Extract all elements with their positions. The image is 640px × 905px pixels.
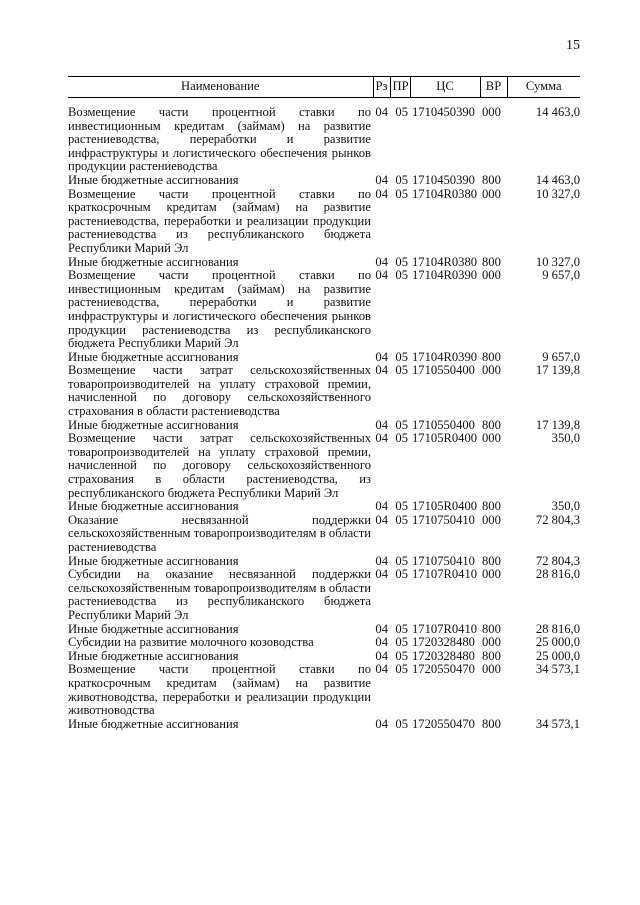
cell-rz: 04 (375, 621, 388, 636)
cell-name: Возмещение части процентной ставки по инвестиционным кредитам (займам) на развитие растениеводства, переработки и развитие инфраструктуры и логистического обеспечения рынков продукции растениеводства (68, 105, 371, 174)
cell-rz: 04 (375, 662, 388, 677)
cell-rz: 04 (375, 186, 388, 201)
table-row (68, 623, 580, 637)
cell-vr: 800 (482, 499, 501, 514)
cell-pr: 05 (395, 648, 408, 663)
cell-vr: 000 (482, 268, 501, 283)
cell-sum: 25 000,0 (535, 648, 580, 663)
header-pr: ПР (390, 77, 410, 98)
cell-sum: 17 139,8 (535, 363, 580, 378)
cell-name: Иные бюджетные ассигнования (68, 648, 239, 663)
cell-rz: 04 (375, 363, 388, 378)
header-name: Наименование (68, 77, 373, 98)
header-sum: Сумма (507, 77, 580, 98)
cell-cs: 1710450390 (412, 172, 475, 187)
table-row (68, 500, 580, 514)
cell-cs: 1710450390 (412, 105, 475, 119)
cell-sum: 9 657,0 (542, 268, 580, 283)
cell-rz: 04 (375, 349, 388, 364)
cell-pr: 05 (395, 431, 408, 446)
cell-pr: 05 (395, 172, 408, 187)
cell-sum: 9 657,0 (542, 349, 580, 364)
cell-rz: 04 (375, 499, 388, 514)
cell-rz: 04 (375, 105, 388, 119)
cell-pr: 05 (395, 105, 408, 119)
cell-sum: 17 139,8 (535, 417, 580, 432)
cell-cs: 1720550470 (412, 662, 475, 677)
cell-pr: 05 (395, 567, 408, 582)
cell-sum: 28 816,0 (535, 567, 580, 582)
cell-name: Субсидии на развитие молочного козоводства (68, 635, 314, 650)
table-row (68, 650, 580, 664)
cell-rz: 04 (375, 512, 388, 527)
cell-pr: 05 (395, 186, 408, 201)
table-row (68, 663, 580, 717)
cell-name: Возмещение части процентной ставки по инвестиционным кредитам (займам) на развитие растениеводства, переработки и развитие инфраструктуры и логистического обеспечения рынков продукции растениеводства из республиканского бюджета Республики Марий Эл (68, 268, 371, 351)
cell-sum: 10 327,0 (535, 254, 580, 269)
cell-vr: 000 (482, 363, 501, 378)
table-row (68, 174, 580, 188)
cell-vr: 000 (482, 105, 501, 119)
cell-pr: 05 (395, 553, 408, 568)
cell-rz: 04 (375, 172, 388, 187)
cell-cs: 17104R0380 (412, 254, 478, 269)
cell-cs: 17104R0390 (412, 349, 478, 364)
cell-name: Возмещение части затрат сельскохозяйственных товаропроизводителей на уплату страховой премии, начисленной по договору сельскохозяйственного страхования в области растениеводства (68, 363, 371, 419)
cell-sum: 350,0 (551, 431, 580, 446)
cell-sum: 10 327,0 (535, 186, 580, 201)
table-row (68, 568, 580, 622)
cell-name: Иные бюджетные ассигнования (68, 172, 239, 187)
cell-vr: 800 (482, 417, 501, 432)
budget-table (68, 76, 580, 731)
cell-sum: 14 463,0 (535, 172, 580, 187)
cell-vr: 800 (482, 254, 501, 269)
cell-cs: 1710750410 (412, 512, 475, 527)
cell-rz: 04 (375, 716, 388, 731)
cell-name: Иные бюджетные ассигнования (68, 716, 239, 731)
table-header (68, 77, 580, 107)
cell-name: Возмещение части затрат сельскохозяйственных товаропроизводителей на уплату страховой премии, начисленной по договору сельскохозяйственного страхования в области растениеводства, из республиканского бюджета Республики Марий Эл (68, 431, 371, 500)
cell-pr: 05 (395, 512, 408, 527)
cell-cs: 17107R0410 (412, 621, 478, 636)
cell-vr: 000 (482, 567, 501, 582)
cell-cs: 1710750410 (412, 553, 475, 568)
table-row (68, 636, 580, 650)
cell-vr: 000 (482, 431, 501, 446)
cell-name: Возмещение части процентной ставки по краткосрочным кредитам (займам) на развитие растениеводства, переработки и реализации продукции растениеводства из республиканского бюджета Республики Марий Эл (68, 186, 371, 255)
table-row (68, 718, 580, 732)
cell-vr: 800 (482, 621, 501, 636)
cell-vr: 800 (482, 553, 501, 568)
cell-pr: 05 (395, 268, 408, 283)
cell-name: Субсидии на оказание несвязанной поддержки сельскохозяйственным товаропроизводителям в области растениеводства из республиканского бюджета Республики Марий Эл (68, 567, 371, 622)
cell-sum: 34 573,1 (535, 716, 580, 731)
cell-vr: 800 (482, 648, 501, 663)
cell-vr: 000 (482, 635, 501, 650)
cell-cs: 1720550470 (412, 716, 475, 731)
cell-rz: 04 (375, 431, 388, 446)
cell-name: Иные бюджетные ассигнования (68, 349, 239, 364)
table-row (68, 188, 580, 256)
cell-pr: 05 (395, 349, 408, 364)
cell-sum: 25 000,0 (535, 635, 580, 650)
cell-name: Возмещение части процентной ставки по краткосрочным кредитам (займам) на развитие животноводства, переработки и реализации продукции животноводства (68, 662, 371, 718)
cell-name: Иные бюджетные ассигнования (68, 553, 239, 568)
header-vr: ВР (480, 77, 507, 98)
cell-pr: 05 (395, 716, 408, 731)
cell-vr: 800 (482, 349, 501, 364)
cell-name: Иные бюджетные ассигнования (68, 254, 239, 269)
table-row (68, 351, 580, 365)
cell-sum: 28 816,0 (535, 621, 580, 636)
cell-name: Иные бюджетные ассигнования (68, 621, 239, 636)
table-row (68, 364, 580, 418)
cell-cs: 1710550400 (412, 417, 475, 432)
cell-name: Оказание несвязанной поддержки сельскохозяйственным товаропроизводителям в области растениеводства (68, 512, 371, 554)
cell-pr: 05 (395, 254, 408, 269)
table-row (68, 432, 580, 500)
table-row (68, 555, 580, 569)
cell-pr: 05 (395, 499, 408, 514)
cell-sum: 34 573,1 (535, 662, 580, 677)
table-row (68, 514, 580, 555)
cell-rz: 04 (375, 635, 388, 650)
cell-vr: 000 (482, 186, 501, 201)
cell-name: Иные бюджетные ассигнования (68, 417, 239, 432)
cell-sum: 14 463,0 (535, 105, 580, 119)
cell-sum: 350,0 (551, 499, 580, 514)
cell-rz: 04 (375, 567, 388, 582)
cell-name: Иные бюджетные ассигнования (68, 499, 239, 514)
cell-cs: 1720328480 (412, 635, 475, 650)
table-row (68, 106, 580, 174)
cell-vr: 000 (482, 512, 501, 527)
table-row (68, 269, 580, 351)
cell-rz: 04 (375, 417, 388, 432)
cell-cs: 17105R0400 (412, 499, 478, 514)
header-cs: ЦС (410, 77, 480, 98)
cell-pr: 05 (395, 363, 408, 378)
cell-rz: 04 (375, 648, 388, 663)
cell-cs: 17104R0380 (412, 186, 478, 201)
cell-vr: 800 (482, 716, 501, 731)
cell-vr: 800 (482, 172, 501, 187)
cell-pr: 05 (395, 417, 408, 432)
table-row (68, 256, 580, 270)
cell-pr: 05 (395, 635, 408, 650)
cell-cs: 17107R0410 (412, 567, 478, 582)
cell-rz: 04 (375, 254, 388, 269)
cell-cs: 17105R0400 (412, 431, 478, 446)
header-rz: Рз (373, 77, 390, 98)
cell-cs: 1720328480 (412, 648, 475, 663)
cell-rz: 04 (375, 553, 388, 568)
cell-pr: 05 (395, 662, 408, 677)
table-body (68, 106, 580, 731)
cell-cs: 17104R0390 (412, 268, 478, 283)
cell-rz: 04 (375, 268, 388, 283)
cell-sum: 72 804,3 (535, 553, 580, 568)
cell-vr: 000 (482, 662, 501, 677)
cell-cs: 1710550400 (412, 363, 475, 378)
cell-sum: 72 804,3 (535, 512, 580, 527)
table-row (68, 419, 580, 433)
page-number: 15 (566, 38, 580, 53)
cell-pr: 05 (395, 621, 408, 636)
